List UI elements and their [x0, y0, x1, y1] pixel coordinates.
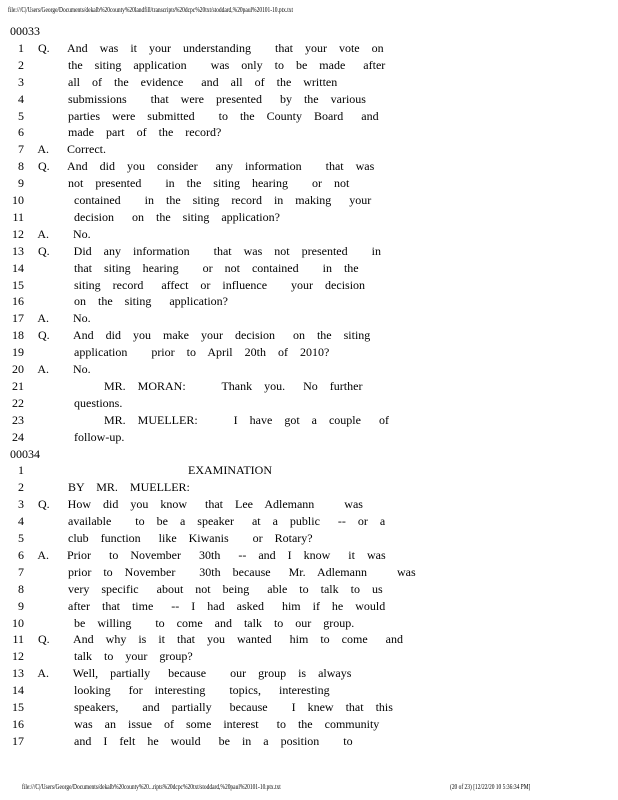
line-number: 16: [12, 294, 24, 309]
line-number: 6: [18, 125, 24, 140]
line-number: 6: [18, 547, 24, 562]
line-text: Q. How did you know that Lee Adlemann was: [32, 497, 363, 512]
line-text: submissions that were presented by the various: [32, 91, 366, 106]
line-number: 13: [12, 243, 24, 258]
header-file-path: file:///C|/Users/George/Documents/dekalb%20county%20landfill/transcripts%20dcpc%20txt/stoddard,%20paul%20101-10.ptx.txt: [8, 6, 294, 14]
line-number: 5: [18, 108, 24, 123]
line-text: talk to your group?: [32, 649, 193, 664]
line-number: 2: [18, 57, 24, 72]
line-text: prior to November 30th because Mr. Adlemann was: [32, 564, 416, 579]
line-text: looking for interesting topics, interesting: [32, 683, 330, 698]
line-text: Q. And why is it that you wanted him to come and: [32, 632, 403, 647]
line-number: 15: [12, 700, 24, 714]
line-text: the siting application was only to be made after: [32, 57, 386, 72]
line-number: 4: [18, 514, 24, 529]
line-text: not presented in the siting hearing or not: [32, 176, 350, 191]
line-number: 24: [12, 429, 24, 444]
line-text: questions.: [32, 395, 123, 410]
line-text: A. No.: [32, 226, 91, 241]
line-text: A. No.: [32, 311, 91, 326]
line-number: 13: [12, 666, 24, 681]
line-text: MR. MUELLER: I have got a couple of: [32, 412, 389, 427]
line-text: application prior to April 20th of 2010?: [32, 345, 330, 360]
footer-page-info: (20 of 23) [12/22/20 10 5:36:34 PM]: [450, 783, 531, 791]
line-text: A. No.: [32, 362, 91, 376]
line-number: 8: [18, 581, 24, 596]
line-text: MR. MORAN: Thank you. No further: [32, 378, 363, 393]
line-number: 9: [18, 176, 24, 191]
page-number: 00033: [10, 24, 40, 38]
line-text: A. Correct.: [32, 142, 106, 157]
line-number: 14: [12, 683, 24, 698]
line-number: 3: [18, 497, 24, 512]
line-number: 1: [18, 40, 24, 55]
line-text: on the siting application?: [32, 294, 228, 309]
line-text: Q. Did any information that was not presented in: [32, 243, 381, 258]
line-number: 15: [12, 277, 24, 292]
line-text: after that time -- I had asked him if he would: [32, 598, 386, 613]
footer-file-path: file:///C|/Users/George/Documents/dekalb%20county%20...ripts%20dcpc%20txt/stoddard,%20paul%20101-10.ptx.txt: [22, 783, 281, 791]
line-text: was an issue of some interest to the community: [32, 716, 380, 731]
line-text: contained in the siting record in making your: [32, 193, 372, 207]
line-number: 20: [12, 362, 24, 376]
line-text: Q. And did you consider any information that was: [32, 159, 375, 174]
line-number: 16: [12, 716, 24, 731]
line-text: available to be a speaker at a public -- or a: [32, 514, 386, 529]
line-number: 1: [18, 463, 24, 478]
line-number: 9: [18, 598, 24, 613]
line-text: Q. And was it your understanding that your vote on: [32, 40, 384, 55]
line-number: 14: [12, 260, 24, 275]
line-number: 2: [18, 480, 24, 495]
line-number: 12: [12, 226, 24, 241]
line-text: siting record affect or influence your decision: [32, 277, 366, 292]
line-text: and I felt he would be in a position to: [32, 733, 353, 748]
line-number: 22: [12, 395, 24, 410]
line-number: 10: [12, 615, 24, 630]
line-number: 7: [18, 142, 24, 157]
line-text: A. Prior to November 30th -- and I know it was: [32, 547, 386, 562]
line-number: 11: [12, 632, 24, 647]
line-number: 18: [12, 328, 24, 343]
line-number: 12: [12, 649, 24, 664]
line-number: 8: [18, 159, 24, 174]
line-number: 4: [18, 91, 24, 106]
line-number: 19: [12, 345, 24, 360]
line-number: 7: [18, 564, 24, 579]
line-text: speakers, and partially because I knew that this: [32, 700, 393, 714]
line-number: 21: [12, 378, 24, 393]
line-number: 10: [12, 193, 24, 207]
line-number: 11: [12, 209, 24, 224]
line-number: 5: [18, 531, 24, 545]
line-text: be willing to come and talk to our group.: [32, 615, 355, 630]
line-text: EXAMINATION: [32, 463, 272, 478]
line-text: that siting hearing or not contained in the: [32, 260, 359, 275]
line-text: decision on the siting application?: [32, 209, 280, 224]
line-number: 17: [12, 733, 24, 748]
line-number: 17: [12, 311, 24, 326]
line-text: club function like Kiwanis or Rotary?: [32, 531, 313, 545]
line-text: made part of the record?: [32, 125, 222, 140]
line-text: all of the evidence and all of the written: [32, 74, 338, 89]
line-text: parties were submitted to the County Board and: [32, 108, 379, 123]
line-text: very specific about not being able to talk to us: [32, 581, 383, 596]
line-text: BY MR. MUELLER:: [32, 480, 190, 495]
line-text: A. Well, partially because our group is always: [32, 666, 352, 681]
line-text: Q. And did you make your decision on the siting: [32, 328, 371, 343]
line-number: 3: [18, 74, 24, 89]
page-number: 00034: [10, 446, 40, 461]
line-number: 23: [12, 412, 24, 427]
line-text: follow-up.: [32, 429, 125, 444]
